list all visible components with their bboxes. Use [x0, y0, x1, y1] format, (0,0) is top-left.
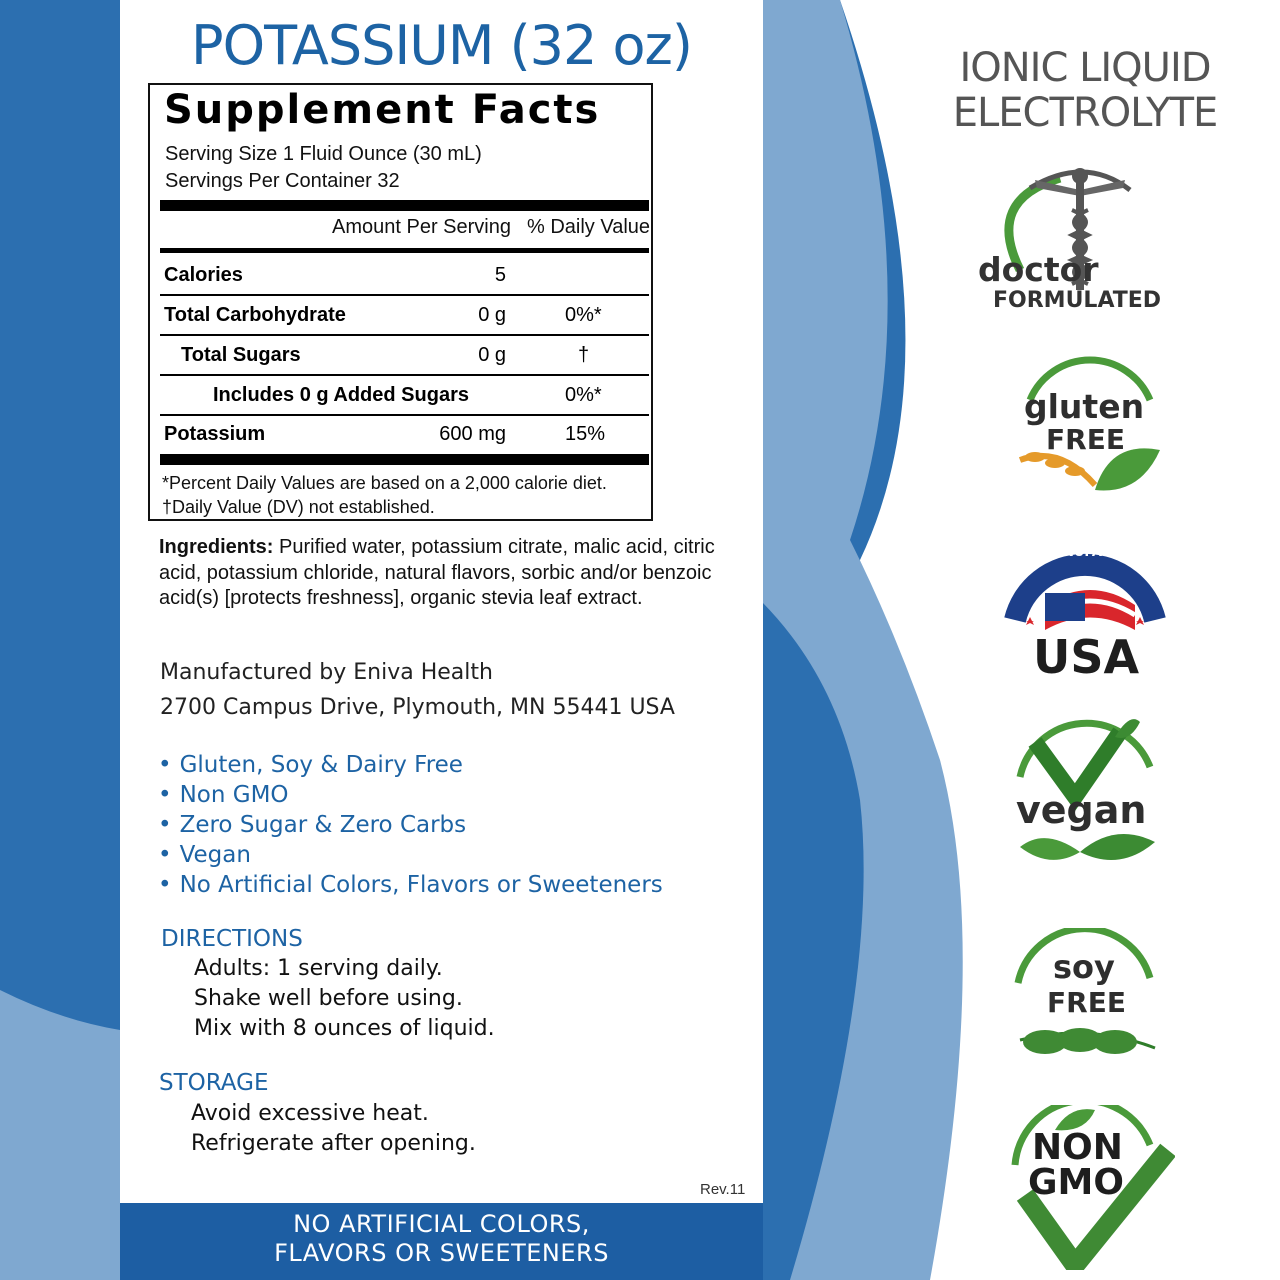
nutrient-dv: 15% — [565, 423, 606, 445]
footnote-daily-values: *Percent Daily Values are based on a 2,000 calorie diet. — [162, 473, 607, 493]
amount-per-serving-header: Amount Per Serving — [332, 216, 511, 238]
nutrient-label: Potassium — [164, 423, 266, 445]
servings-per-container: Servings Per Container 32 — [165, 170, 400, 192]
storage-line: Refrigerate after opening. — [191, 1131, 476, 1156]
nutrient-label: Calories — [164, 264, 243, 286]
nutrient-amount: 5 — [494, 264, 506, 286]
facts-divider-thick — [160, 454, 649, 465]
nutrient-label: Total Carbohydrate — [164, 304, 346, 326]
nutrient-label: Includes 0 g Added Sugars — [213, 384, 469, 406]
gluten-word: gluten — [1024, 387, 1145, 426]
banner-line-2: FLAVORS OR SWEETENERS — [274, 1239, 609, 1267]
nutrient-amount: 0 g — [478, 344, 506, 366]
doctor-word: doctor — [978, 250, 1099, 289]
supplement-facts-box — [148, 83, 653, 521]
non-word: NON — [1032, 1127, 1123, 1168]
serving-size: Serving Size 1 Fluid Ounce (30 mL) — [165, 143, 482, 165]
manufactured-in-arc-text: MANUFACTURED IN — [1040, 545, 1181, 560]
soy-word: soy — [1053, 948, 1115, 986]
facts-row-potassium — [150, 413, 651, 453]
facts-divider-medium — [160, 248, 649, 253]
ingredients-text: Purified water, potassium citrate, malic acid, citric acid, potassium chloride, natural flavors, sorbic and/or benzoic acid(s) [protects freshness], organic stevia leaf extract. — [159, 536, 715, 609]
facts-row-calories — [150, 254, 651, 294]
facts-row-added-sugars — [150, 374, 651, 414]
feature-item: • Non GMO — [158, 780, 663, 810]
ingredients — [159, 535, 719, 612]
banner-line-1: NO ARTIFICIAL COLORS, — [293, 1210, 590, 1238]
feature-item: • Gluten, Soy & Dairy Free — [158, 750, 663, 780]
product-title: POTASSIUM (32 oz) — [191, 14, 692, 77]
nutrient-dv: 0%* — [565, 384, 602, 406]
soy-free-word: FREE — [1047, 986, 1126, 1019]
feature-list — [158, 750, 663, 900]
usa-word: USA — [1033, 630, 1140, 684]
storage-heading: STORAGE — [159, 1070, 269, 1096]
daily-value-header: % Daily Value — [527, 216, 651, 238]
footnote-dv-not-established: †Daily Value (DV) not established. — [162, 497, 435, 517]
feature-item: • No Artificial Colors, Flavors or Sweeteners — [158, 870, 663, 900]
directions-line: Mix with 8 ounces of liquid. — [194, 1016, 495, 1041]
feature-item: • Zero Sugar & Zero Carbs — [158, 810, 663, 840]
vegan-badge — [1000, 712, 1175, 877]
storage-line: Avoid excessive heat. — [191, 1101, 429, 1126]
directions-heading: DIRECTIONS — [161, 926, 303, 952]
bottom-banner — [120, 1203, 763, 1280]
nutrient-label: Total Sugars — [181, 344, 301, 366]
ingredients-label: Ingredients: — [159, 536, 274, 558]
soy-free-badge — [1000, 928, 1175, 1093]
tagline-line-2: ELECTROLYTE — [952, 90, 1218, 136]
revision-label: Rev.11 — [700, 1181, 746, 1198]
gmo-word: GMO — [1028, 1162, 1124, 1203]
gluten-free-badge — [1000, 345, 1175, 510]
supplement-facts-heading: Supplement Facts — [164, 87, 601, 133]
manufacturer-name: Manufactured by Eniva Health — [160, 660, 493, 685]
manufacturer-address: 2700 Campus Drive, Plymouth, MN 55441 USA — [160, 695, 675, 720]
facts-divider-thick — [160, 200, 649, 211]
directions-line: Adults: 1 serving daily. — [194, 956, 443, 981]
vegan-word: vegan — [1016, 788, 1147, 832]
non-gmo-badge — [1000, 1105, 1175, 1270]
manufactured-in-usa-badge — [1000, 535, 1181, 700]
formulated-word: FORMULATED — [993, 288, 1162, 313]
directions-line: Shake well before using. — [194, 986, 463, 1011]
nutrient-dv: 0%* — [565, 304, 602, 326]
feature-item: • Vegan — [158, 840, 663, 870]
tagline-line-1: IONIC LIQUID — [959, 45, 1211, 91]
doctor-formulated-badge — [975, 160, 1175, 315]
nutrient-amount: 600 mg — [439, 423, 506, 445]
label-panel — [120, 0, 763, 1280]
nutrient-dv: † — [578, 344, 590, 366]
gluten-free-word: FREE — [1046, 423, 1125, 456]
facts-row-sugars — [150, 334, 651, 374]
nutrient-amount: 0 g — [478, 304, 506, 326]
facts-row-carbohydrate — [150, 294, 651, 334]
